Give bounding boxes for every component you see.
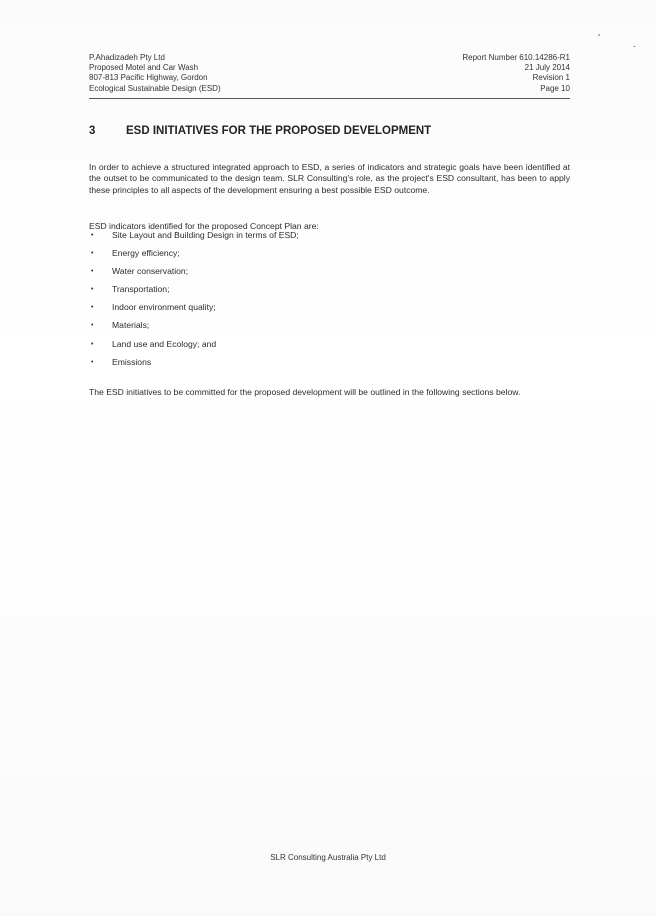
- bullet-icon: •: [91, 340, 94, 348]
- scan-speck: [633, 46, 636, 47]
- section-title: ESD INITIATIVES FOR THE PROPOSED DEVELOPMENT: [126, 125, 432, 137]
- section-heading: [89, 125, 431, 137]
- header-right-block: [462, 53, 570, 94]
- list-item: [89, 320, 549, 338]
- list-item: [89, 284, 549, 302]
- header-project: Proposed Motel and Car Wash: [89, 63, 199, 73]
- header-report-number: Report Number 610.14286-R1: [462, 53, 570, 62]
- closing-paragraph: The ESD initiatives to be committed for the proposed development will be outlined in the following sections below.: [89, 386, 521, 397]
- header-page-number: Page 10: [540, 83, 570, 93]
- header-left-block: [89, 53, 221, 94]
- list-item-text: Site Layout and Building Design in terms of ESD;: [112, 230, 299, 240]
- bullet-icon: •: [91, 304, 94, 312]
- section-number: 3: [89, 125, 96, 137]
- page-footer: SLR Consulting Australia Pty Ltd: [270, 853, 386, 862]
- scan-speck: [598, 34, 600, 36]
- list-item: [89, 230, 549, 248]
- list-item: [89, 266, 549, 284]
- list-item-text: Materials;: [112, 320, 150, 331]
- header-date: 21 July 2014: [524, 63, 570, 73]
- list-item-text: Transportation;: [112, 284, 170, 295]
- bullet-icon: •: [91, 322, 94, 330]
- page-header: [89, 53, 570, 95]
- list-item-text: Energy efficiency;: [112, 248, 180, 259]
- list-item-text: Indoor environment quality;: [112, 302, 216, 313]
- header-divider: [89, 98, 570, 99]
- indicators-list: [89, 230, 549, 375]
- list-item: [89, 357, 549, 375]
- list-item: [89, 302, 549, 320]
- list-item: [89, 248, 549, 266]
- list-item-text: Water conservation;: [112, 266, 189, 277]
- bullet-icon: •: [91, 250, 94, 258]
- header-company: P.Ahadizadeh Pty Ltd: [89, 53, 165, 62]
- indicators-lead-paragraph: ESD indicators identified for the proposed Concept Plan are:: [89, 220, 319, 231]
- list-item-text: Emissions: [112, 356, 152, 367]
- list-item: [89, 339, 549, 357]
- bullet-icon: •: [91, 286, 94, 294]
- header-document-title: Ecological Sustainable Design (ESD): [89, 83, 221, 93]
- bullet-icon: •: [91, 268, 94, 276]
- bullet-icon: •: [91, 232, 94, 239]
- list-item-text: Land use and Ecology; and: [112, 338, 217, 349]
- bullet-icon: •: [91, 358, 94, 366]
- header-revision: Revision 1: [532, 73, 570, 83]
- header-address: 807-813 Pacific Highway, Gordon: [89, 73, 208, 83]
- intro-paragraph: In order to achieve a structured integrated approach to ESD, a series of indicators and strategic goals have been identified at the outset to be communicated to the design team. SLR Consulting's role, as the project's ESD consultant, has been to apply these principles to all aspects of the development ensuring a best possible ESD outcome.: [89, 161, 570, 195]
